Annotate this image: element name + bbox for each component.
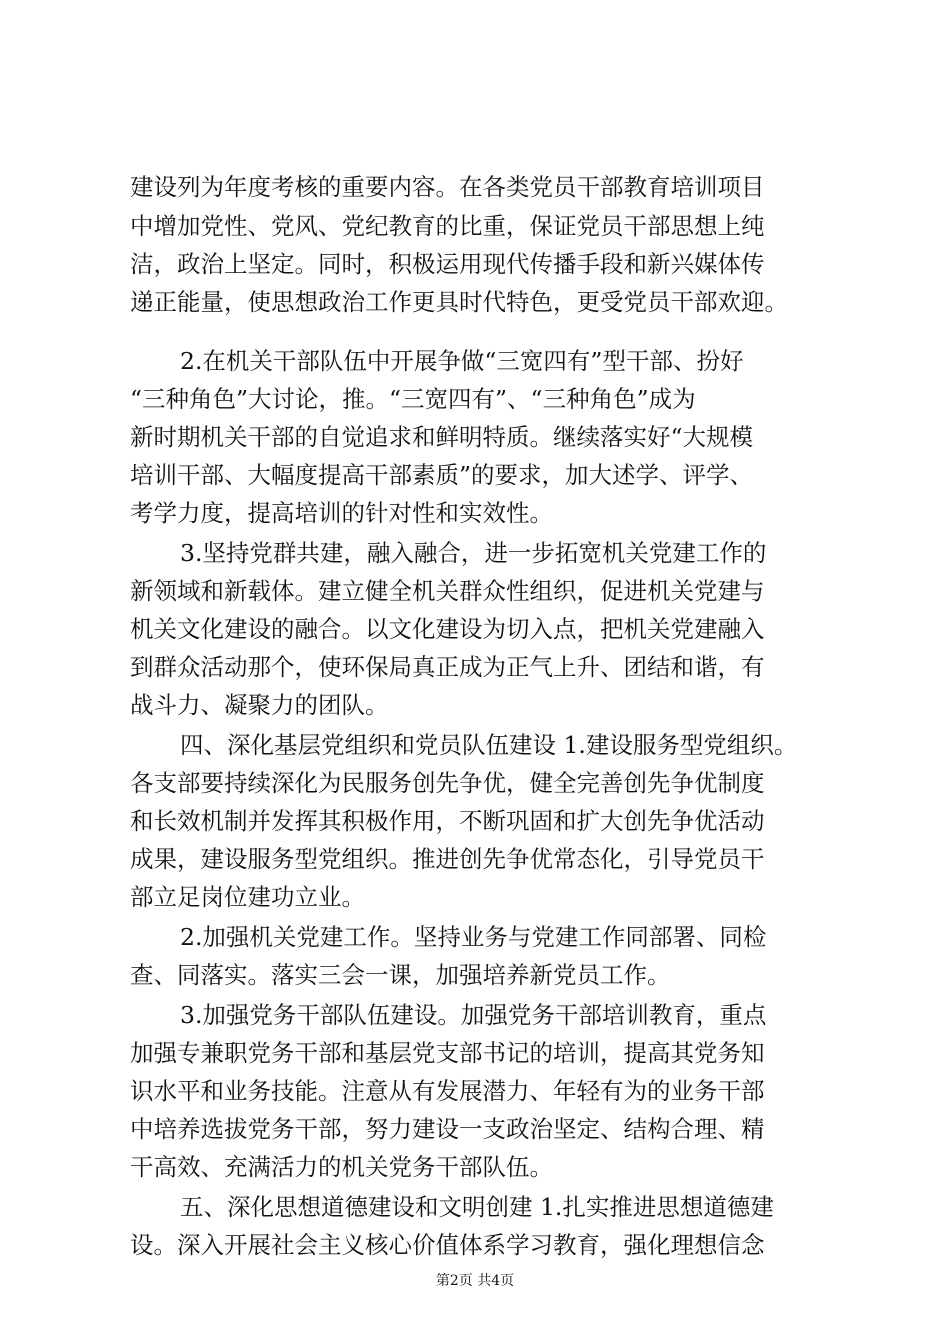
text-line: 和长效机制并发挥其积极作用，不断巩固和扩大创先争优活动: [130, 807, 765, 835]
text-line: 成果，建设服务型党组织。推进创先争优常态化，引导党员干: [130, 845, 765, 873]
text-line: 洁，政治上坚定。同时，积极运用现代传播手段和新兴媒体传: [130, 250, 765, 278]
text-line: 各支部要持续深化为民服务创先争优，健全完善创先争优制度: [130, 769, 765, 797]
text-line: “三种角色”大讨论，推。“三宽四有”、“三种角色”成为: [130, 385, 696, 413]
text-line: 机关文化建设的融合。以文化建设为切入点，把机关党建融入: [130, 615, 765, 643]
text-line: 查、同落实。落实三会一课，加强培养新党员工作。: [130, 961, 671, 989]
page-footer: 第2页 共4页: [435, 1273, 515, 1289]
text-line: 建设列为年度考核的重要内容。在各类党员干部教育培训项目: [130, 173, 765, 201]
text-line: 识水平和业务技能。注意从有发展潜力、年轻有为的业务干部: [130, 1077, 765, 1105]
text-line: 递正能量，使思想政治工作更具时代特色，更受党员干部欢迎。: [130, 288, 788, 316]
paragraph-start-line: 2.在机关干部队伍中开展争做“三宽四有”型干部、扮好: [180, 347, 744, 375]
text-line: 新领域和新载体。建立健全机关群众性组织，促进机关党建与: [130, 577, 765, 605]
paragraph-start-line: 3.坚持党群共建，融入融合，进一步拓宽机关党建工作的: [180, 539, 767, 567]
paragraph-start-line: 3.加强党务干部队伍建设。加强党务干部培训教育，重点: [180, 1001, 767, 1029]
text-line: 中培养选拔党务干部，努力建设一支政治坚定、结构合理、精: [130, 1115, 765, 1143]
text-line: 干高效、充满活力的机关党务干部队伍。: [130, 1153, 553, 1181]
text-line: 中增加党性、党风、党纪教育的比重，保证党员干部思想上纯: [130, 212, 765, 240]
text-line: 加强专兼职党务干部和基层党支部书记的培训，提高其党务知: [130, 1039, 765, 1067]
text-line: 部立足岗位建功立业。: [130, 883, 365, 911]
text-line: 培训干部、大幅度提高干部素质”的要求，加大述学、评学、: [130, 461, 754, 489]
paragraph-start-line: 2.加强机关党建工作。坚持业务与党建工作同部署、同检: [180, 923, 767, 951]
paragraph-start-line: 四、深化基层党组织和党员队伍建设 1.建设服务型党组织。: [180, 731, 798, 759]
text-line: 新时期机关干部的自觉追求和鲜明特质。继续落实好“大规模: [130, 423, 754, 451]
text-line: 到群众活动那个，使环保局真正成为正气上升、团结和谐，有: [130, 653, 765, 681]
text-line: 设。深入开展社会主义核心价值体系学习教育，强化理想信念: [130, 1231, 765, 1259]
text-line: 考学力度，提高培训的针对性和实效性。: [130, 499, 553, 527]
text-line: 战斗力、凝聚力的团队。: [130, 691, 389, 719]
paragraph-start-line: 五、深化思想道德建设和文明创建 1.扎实推进思想道德建: [180, 1193, 774, 1221]
